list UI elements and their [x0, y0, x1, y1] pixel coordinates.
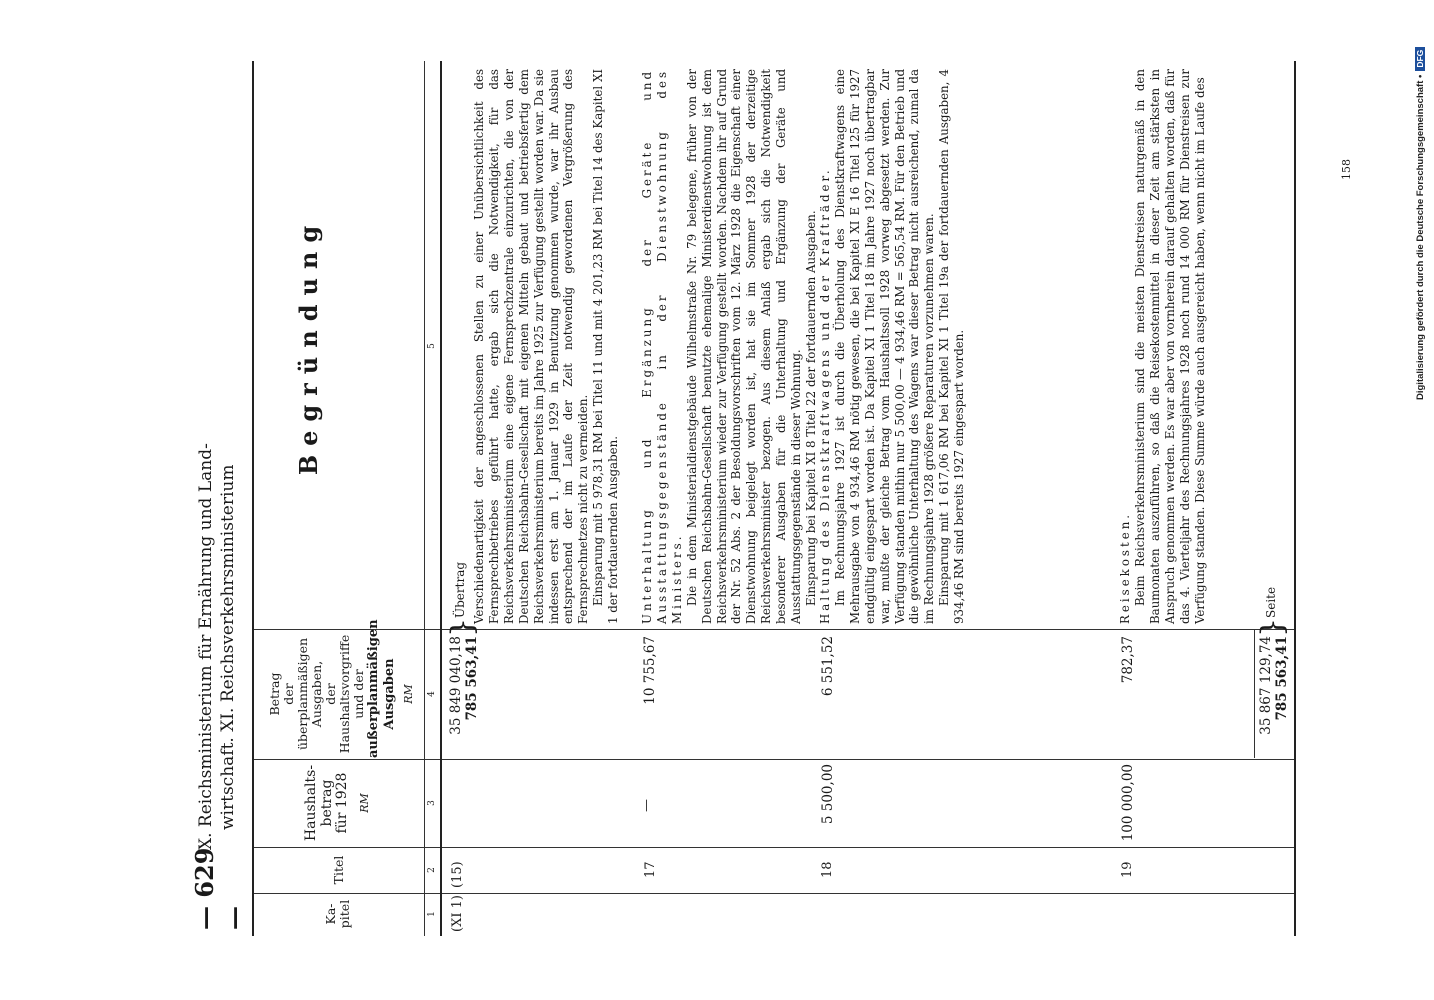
budget-table [252, 61, 1296, 936]
header-line-2: wirtschaft. XI. Reichsverkehrsministerium [218, 464, 238, 830]
row-18-heading: Haltung des Dienstkraftwagens und der Krafträder. [818, 167, 832, 624]
col-header-begruendung: Begründung [294, 216, 323, 476]
row-19-heading: Reisekosten. [1118, 511, 1132, 624]
row-18-section [818, 69, 967, 624]
row-17-haushalt: — [639, 799, 654, 812]
footer-amount-2: 785 563,41 [1274, 636, 1290, 721]
page-header [10, 40, 255, 930]
col-header-kapitel: Ka-pitel [323, 899, 352, 929]
row-19-section [1118, 69, 1207, 624]
col-number-3: 3 [427, 800, 437, 806]
col-header-betrag: Betrag der überplanmäßigen Ausgaben, der Haushaltsvorgriffe und der außerplanmäßigen Ausgaben RM [267, 619, 416, 758]
row-18-titel: 18 [820, 861, 835, 878]
row-18-betrag: 6 551,52 [820, 636, 836, 697]
row-17-betrag: 10 755,67 [642, 636, 658, 705]
footer-amount-1: 35 867 129,74 [1258, 636, 1274, 735]
carry-label: Übertrag [453, 561, 467, 618]
intro-section [472, 69, 621, 624]
sheet-number: 158 [1340, 159, 1353, 180]
col-number-4: 4 [427, 691, 437, 697]
carry-brace: } [445, 617, 480, 637]
dfg-credit-text: Digitalisierung gefördert durch die Deutsche Forschungsgemeinschaft • [1415, 74, 1426, 400]
col-number-2: 2 [427, 867, 437, 873]
intro-text: Verschiedenartigkeit der angeschlossenen Stellen zu einer Unübersichtlichkeit des Fernsprechbetriebes geführt hatte, ergab sich die Notwendigkeit, für das Reichsverkehrsministerium eine eigene Fernsprechzentrale einzurichten, die von der Deutschen Reichsbahn-Gesellschaft mit eigenen Mitteln gebaut und betriebsfertig dem Reichsverkehrsministerium bereits im Jahre 1925 zur Verfügung gestellt worden war. Da sie indessen erst am 1. Januar 1929 in Benutzung genommen wurde, war ihr Ausbau entsprechend der im Laufe der Zeit notwendig gewordenen Vergrößerung des Fernsprechnetzes nicht zu vermeiden. [472, 69, 591, 624]
header-line-1: X. Reichsministerium für Ernährung und Land- [196, 443, 216, 850]
col-number-5: 5 [427, 343, 437, 349]
carry-amount-2: 785 563,41 [464, 636, 480, 721]
row-17-text: Die in dem Ministerialdienstgebäude Wilhelmstraße Nr. 79 belegene, früher von der Deutschen Reichsbahn-Gesellschaft benutzte ehemalige Ministerdienstwohnung ist dem Reichsverkehrsministerium wieder zur Verfügung gestellt worden. Nachdem ihr auf Grund der Nr. 52 Abs. 2 der Besoldungsvorschriften vom 12. März 1928 die Eigenschaft einer Dienstwohnung beigelegt worden ist, hat sie im Sommer 1928 der derzeitige Reichsverkehrsminister bezogen. Aus diesem Anlaß ergab sich die Notwendigkeit besonderer Ausgaben für die Unterhaltung und Ergänzung der Geräte und Ausstattungsgegenstände in dieser Wohnung. [684, 69, 804, 624]
row-17-section [640, 69, 819, 624]
row-19-titel: 19 [1120, 861, 1135, 878]
row-18-text: Im Rechnungsjahre 1927 ist durch die Überholung des Dienstkraftwagens eine Mehrausgabe von 4 934,46 RM nötig gewesen, die bei Kapitel XI E 16 Titel 125 für 1927 endgültig eingespart worden ist. Da Kapitel XI 1 Titel 18 im Jahre 1927 noch übertragbar war, mußte der gleiche Betrag vom Haushaltssoll 1928 vorweg abgesetzt werden. Zur Verfügung standen mithin nur 5 500,00 — 4 934,46 RM = 565,54 RM. Für den Betrieb und die gewöhnliche Unterhaltung des Wagens war dieser Betrag nicht ausreichend, zumal da im Rechnungsjahre 1928 größere Reparaturen vorzunehmen waren. [832, 69, 937, 624]
row-19-betrag: 782,37 [1120, 636, 1136, 684]
carry-amount-1: 35 849 040,18 [448, 636, 464, 735]
footer-brace: } [1255, 617, 1290, 637]
col-header-titel: Titel [331, 855, 346, 885]
carry-titel: (15) [450, 861, 465, 888]
dfg-credit [1414, 10, 1430, 990]
dfg-logo: DFG [1415, 47, 1425, 71]
col-header-haushalt: Haushalts- betrag für 1928 RM [303, 764, 372, 842]
row-17-heading: Unterhaltung und Ergänzung der Geräte und Ausstattungsgegenstände in der Dienstwohnung des Ministers. [640, 69, 684, 624]
col-number-1: 1 [427, 911, 437, 917]
row-18-saving: Einsparung mit 1 617,06 RM bei Kapitel XI 1 Titel 19a der fortdauernden Ausgaben, 4 934,46 RM sind bereits 1927 eingespart worden. [937, 69, 967, 624]
intro-saving: Einsparung mit 5 978,31 RM bei Titel 11 und mit 4 201,23 RM bei Titel 14 des Kapitel XI 1 der fortdauernden Ausgaben. [591, 69, 621, 624]
row-19-text: Beim Reichsverkehrsministerium sind die meisten Dienstreisen naturgemäß in den Baumonaten auszuführen, so daß die Reisekostenmittel in dieser Zeit am stärksten in Anspruch genommen werden. Es war aber von vornherein darauf gehalten worden, daß für das 4. Vierteljahr des Rechnungsjahres 1928 noch rund 14 000 RM für Dienstreisen zur Verfügung standen. Diese Summe würde auch ausgereicht haben, wenn nicht im Laufe des [1132, 69, 1207, 624]
row-17-saving: Einsparung bei Kapitel XI 8 Titel 22 der fortdauernden Ausgaben. [803, 210, 818, 606]
page-number: — 629 — [190, 847, 248, 930]
row-17-titel: 17 [643, 861, 658, 878]
footer-label: Seite [1264, 586, 1278, 618]
carry-kapitel: (XI 1) [450, 895, 465, 932]
row-19-haushalt: 100 000,00 [1120, 764, 1136, 842]
row-18-haushalt: 5 500,00 [820, 764, 836, 825]
